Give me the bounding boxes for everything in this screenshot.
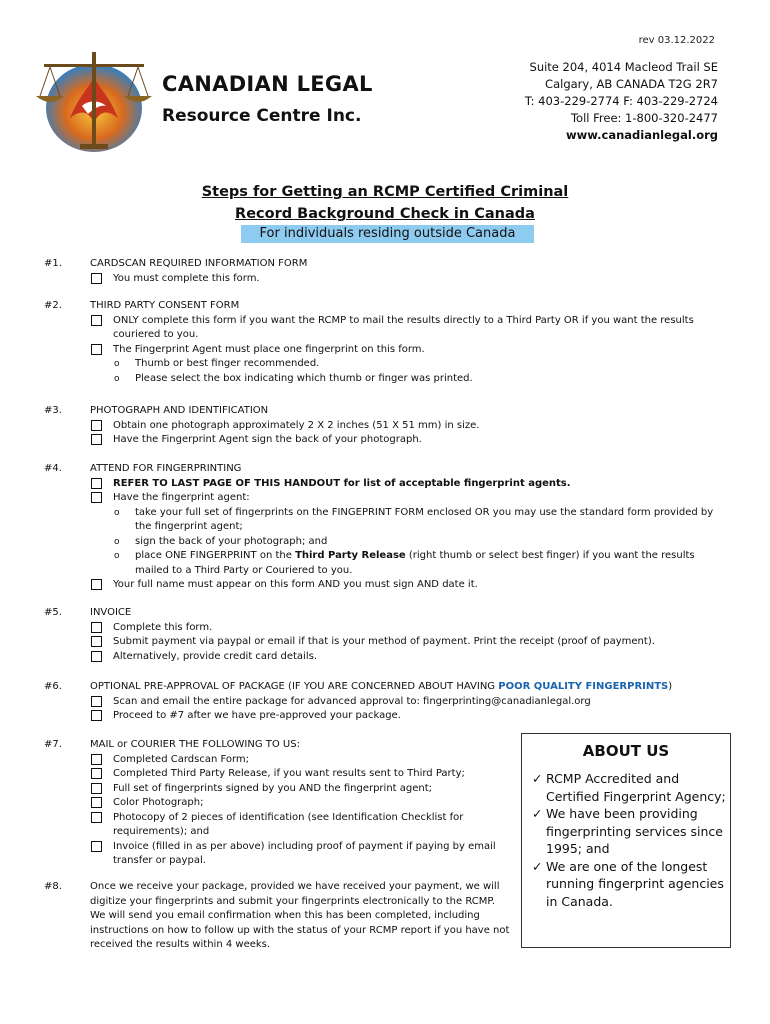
step-number: #5. — [44, 607, 62, 618]
checkbox-item[interactable]: You must complete this form. — [90, 272, 724, 287]
about-item: ✓ We are one of the longest running fingerprint agencies in Canada. — [532, 858, 730, 911]
checkbox-item[interactable]: Color Photograph; — [90, 796, 504, 811]
scales-of-justice-logo — [30, 48, 158, 153]
step-number: #1. — [44, 258, 62, 269]
step-number: #6. — [44, 681, 62, 692]
step-number: #2. — [44, 300, 62, 311]
org-name: CANADIAN LEGAL — [162, 72, 373, 96]
checkbox-item[interactable]: Alternatively, provide credit card details. — [90, 650, 724, 665]
step-heading: MAIL or COURIER THE FOLLOWING TO US: — [90, 739, 300, 750]
step-heading: ATTEND FOR FINGERPRINTING — [90, 463, 242, 474]
page-subtitle: For individuals residing outside Canada — [241, 225, 534, 243]
sub-bullet-text: (right thumb or select best finger) if you want the results mailed to a Third Party or Couriered to you. — [135, 550, 695, 576]
checkbox-item[interactable]: Completed Third Party Release, if you want results sent to Third Party; — [90, 767, 504, 782]
heading-text: ) — [668, 681, 673, 692]
step-4 — [44, 462, 724, 593]
toll-free: Toll Free: 1-800-320-2477 — [570, 111, 718, 125]
checkbox-item[interactable]: Completed Cardscan Form; — [90, 753, 504, 768]
step-number: #7. — [44, 739, 62, 750]
about-item: ✓ We have been providing fingerprinting services since 1995; and — [532, 805, 730, 858]
step-heading: PHOTOGRAPH AND IDENTIFICATION — [90, 405, 269, 416]
title-line-1: Steps for Getting an RCMP Certified Criminal — [201, 184, 569, 200]
about-list — [532, 770, 730, 910]
address-line-1: Suite 204, 4014 Macleod Trail SE — [529, 60, 718, 74]
checkbox-item[interactable]: Submit payment via paypal or email if that is your method of payment. Print the receipt (proof of payment). — [90, 635, 724, 650]
checkbox-item[interactable]: ONLY complete this form if you want the RCMP to mail the results directly to a Third Party OR if you want the results couriered to you. — [90, 314, 724, 343]
third-party-release-bold: Third Party Release — [295, 550, 406, 561]
title-line-2: Record Background Check in Canada — [235, 206, 535, 222]
step-5 — [44, 606, 724, 664]
checkbox-item[interactable]: Complete this form. — [90, 621, 724, 636]
step-heading: INVOICE — [90, 607, 132, 618]
org-subtitle: Resource Centre Inc. — [162, 106, 362, 126]
sub-bullet: o sign the back of your photograph; and — [90, 535, 724, 550]
checkbox-item[interactable]: Obtain one photograph approximately 2 X 2 inches (51 X 51 mm) in size. — [90, 419, 724, 434]
step-number: #3. — [44, 405, 62, 416]
step-heading: CARDSCAN REQUIRED INFORMATION FORM — [90, 258, 308, 269]
step-number: #4. — [44, 463, 62, 474]
contact-block — [525, 59, 718, 144]
poor-quality-highlight: POOR QUALITY FINGERPRINTS — [498, 681, 669, 692]
checkbox-item[interactable]: Have the fingerprint agent: — [90, 491, 724, 506]
sub-bullet: o Thumb or best finger recommended. — [90, 357, 724, 372]
checkbox-item[interactable]: Full set of fingerprints signed by you AND the fingerprint agent; — [90, 782, 504, 797]
page-title — [0, 181, 770, 225]
step-8 — [44, 880, 510, 953]
phone-fax: T: 403-229-2774 F: 403-229-2724 — [524, 94, 718, 108]
address-line-2: Calgary, AB CANADA T2G 2R7 — [545, 77, 718, 91]
step-paragraph: Once we receive your package, provided we have received your payment, we will digitize your fingerprints and submit your fingerprints electronically to the RCMP. We will send you email confirmation when this has been completed, including instructions on how to follow up with the status of your RCMP report if you have not received the results within 4 weeks. — [90, 881, 510, 950]
checkbox-item[interactable]: Proceed to #7 after we have pre-approved your package. — [90, 709, 724, 724]
checkbox-item[interactable]: Have the Fingerprint Agent sign the back of your photograph. — [90, 433, 724, 448]
checkbox-item[interactable]: REFER TO LAST PAGE OF THIS HANDOUT for list of acceptable fingerprint agents. — [90, 477, 724, 492]
sub-bullet: o take your full set of fingerprints on the FINGEPRINT FORM enclosed OR you may use the standard form provided by the fingerprint agent; — [90, 506, 724, 535]
sub-bullet-text: place ONE FINGERPRINT on the — [135, 550, 296, 561]
sub-bullet — [90, 549, 724, 578]
step-3 — [44, 404, 724, 448]
about-item: ✓ RCMP Accredited and Certified Fingerprint Agency; — [532, 770, 730, 805]
checkbox-item[interactable]: Scan and email the entire package for advanced approval to: fingerprinting@canadianlegal.org — [90, 695, 724, 710]
checkbox-item[interactable]: Invoice (filled in as per above) including proof of payment if paying by email transfer or paypal. — [90, 840, 504, 869]
step-2 — [44, 299, 724, 386]
step-7 — [44, 738, 504, 869]
website-link[interactable]: www.canadianlegal.org — [566, 128, 718, 142]
revision-date: rev 03.12.2022 — [638, 35, 715, 46]
checkbox-item[interactable]: The Fingerprint Agent must place one fingerprint on this form. — [90, 343, 724, 358]
step-number: #8. — [44, 881, 62, 892]
checkbox-item[interactable]: Your full name must appear on this form AND you must sign AND date it. — [90, 578, 724, 593]
about-heading: ABOUT US — [582, 742, 670, 760]
step-1 — [44, 257, 724, 286]
step-6 — [44, 680, 724, 724]
step-heading — [90, 680, 724, 695]
heading-text: OPTIONAL PRE-APPROVAL OF PACKAGE (IF YOU ARE CONCERNED ABOUT HAVING — [90, 681, 499, 692]
step-heading: THIRD PARTY CONSENT FORM — [90, 300, 240, 311]
sub-bullet: o Please select the box indicating which thumb or finger was printed. — [90, 372, 724, 387]
about-us-box — [521, 733, 731, 948]
checkbox-item[interactable]: Photocopy of 2 pieces of identification (see Identification Checklist for requirements); and — [90, 811, 504, 840]
